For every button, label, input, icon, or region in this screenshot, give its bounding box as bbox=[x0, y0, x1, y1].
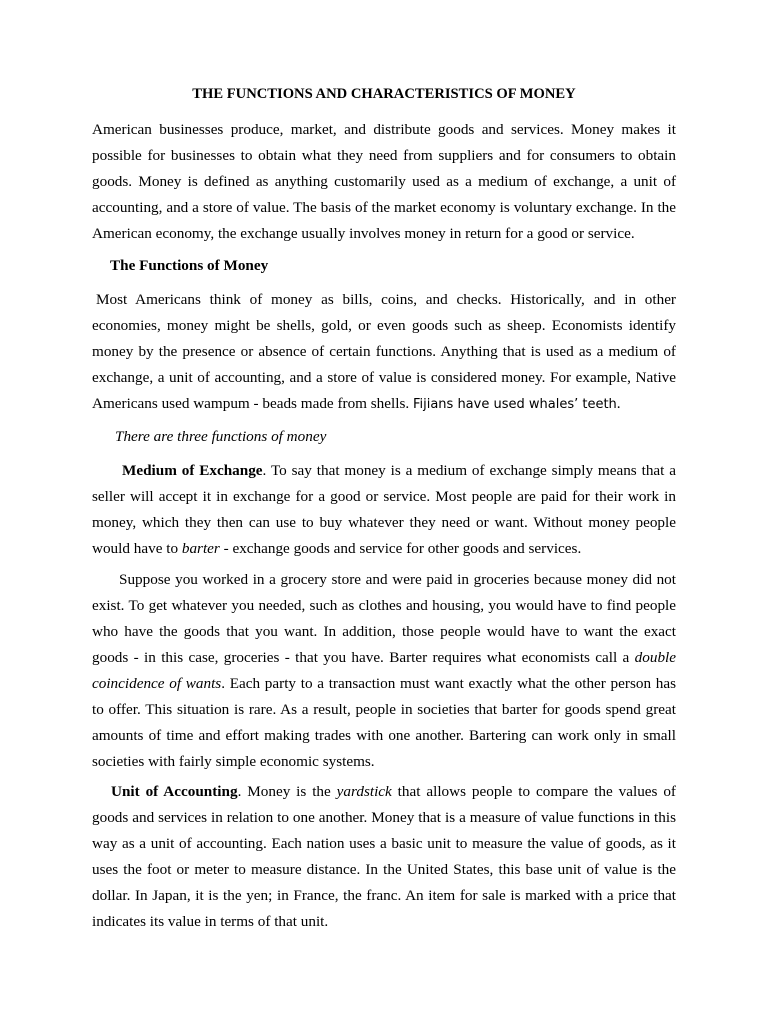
barter-term: barter bbox=[181, 540, 220, 557]
document-title: THE FUNCTIONS AND CHARACTERISTICS OF MONEY bbox=[192, 86, 576, 102]
unit-text-1: . Money is the bbox=[237, 783, 337, 800]
medium-of-exchange-paragraph bbox=[92, 458, 676, 562]
double-coincidence-term: double coincidence of wants bbox=[92, 649, 676, 692]
fijians-sentence-period: . bbox=[616, 395, 621, 412]
three-functions-line: There are three functions of money bbox=[115, 428, 327, 445]
unit-text-2: that allows people to compare the values of goods and services in relation to one another. Money that is a measure of value functions in this way as a unit of accounting. Each nation uses a basic unit to measure the value of goods, as it uses the foot or meter to measure distance. In the United States, this base unit of value is the dollar. In Japan, it is the yen; in France, the franc. An item for sale is marked with a price that indicates its value in terms of that unit. bbox=[92, 783, 676, 930]
medium-text-2: - exchange goods and service for other goods and services. bbox=[219, 540, 582, 557]
fijians-sentence: Fijians have used whales’ teeth bbox=[412, 397, 617, 412]
functions-paragraph-text: Most Americans think of money as bills, coins, and checks. Historically, and in other economies, money might be shells, gold, or even goods such as sheep. Economists identify money by the presence or absence of certain functions. Anything that is used as a medium of exchange, a unit of accounting, and a store of value is considered money. For example, Native Americans used wampum - beads made from shells. bbox=[92, 291, 676, 412]
grocery-paragraph bbox=[92, 567, 676, 775]
functions-heading: The Functions of Money bbox=[110, 257, 269, 274]
intro-paragraph: American businesses produce, market, and distribute goods and services. Money makes it possible for businesses to obtain what they need from suppliers and for consumers to obtain goods. Money is defined as anything customarily used as a medium of exchange, a unit of accounting, and a store of value. The basis of the market economy is voluntary exchange. In the American economy, the exchange usually involves money in return for a good or service. bbox=[92, 121, 676, 242]
medium-of-exchange-term: Medium of Exchange bbox=[122, 462, 263, 479]
unit-of-accounting-paragraph bbox=[92, 779, 676, 935]
grocery-text-1: Suppose you worked in a grocery store and were paid in groceries because money did not exist. To get whatever you needed, such as clothes and housing, you would have to find people who have the goods that you want. In addition, those people would have to want the exact goods - in this case, groceries - that you have. Barter requires what economists call a bbox=[92, 571, 676, 666]
grocery-text-2: . Each party to a transaction must want exactly what the other person has to offer. This situation is rare. As a result, people in societies that barter for goods spend great amounts of time and effort making trades with one another. Bartering can work only in small societies with fairly simple economic systems. bbox=[92, 675, 677, 770]
medium-text-1: . To say that money is a medium of exchange simply means that a seller will accept it in exchange for a good or service. Most people are paid for their work in money, which they then can use to buy whatever they need or want. Without money people would have to bbox=[92, 462, 676, 557]
yardstick-term: yardstick bbox=[336, 783, 392, 800]
unit-of-accounting-term: Unit of Accounting bbox=[111, 783, 238, 800]
functions-paragraph bbox=[92, 287, 676, 418]
